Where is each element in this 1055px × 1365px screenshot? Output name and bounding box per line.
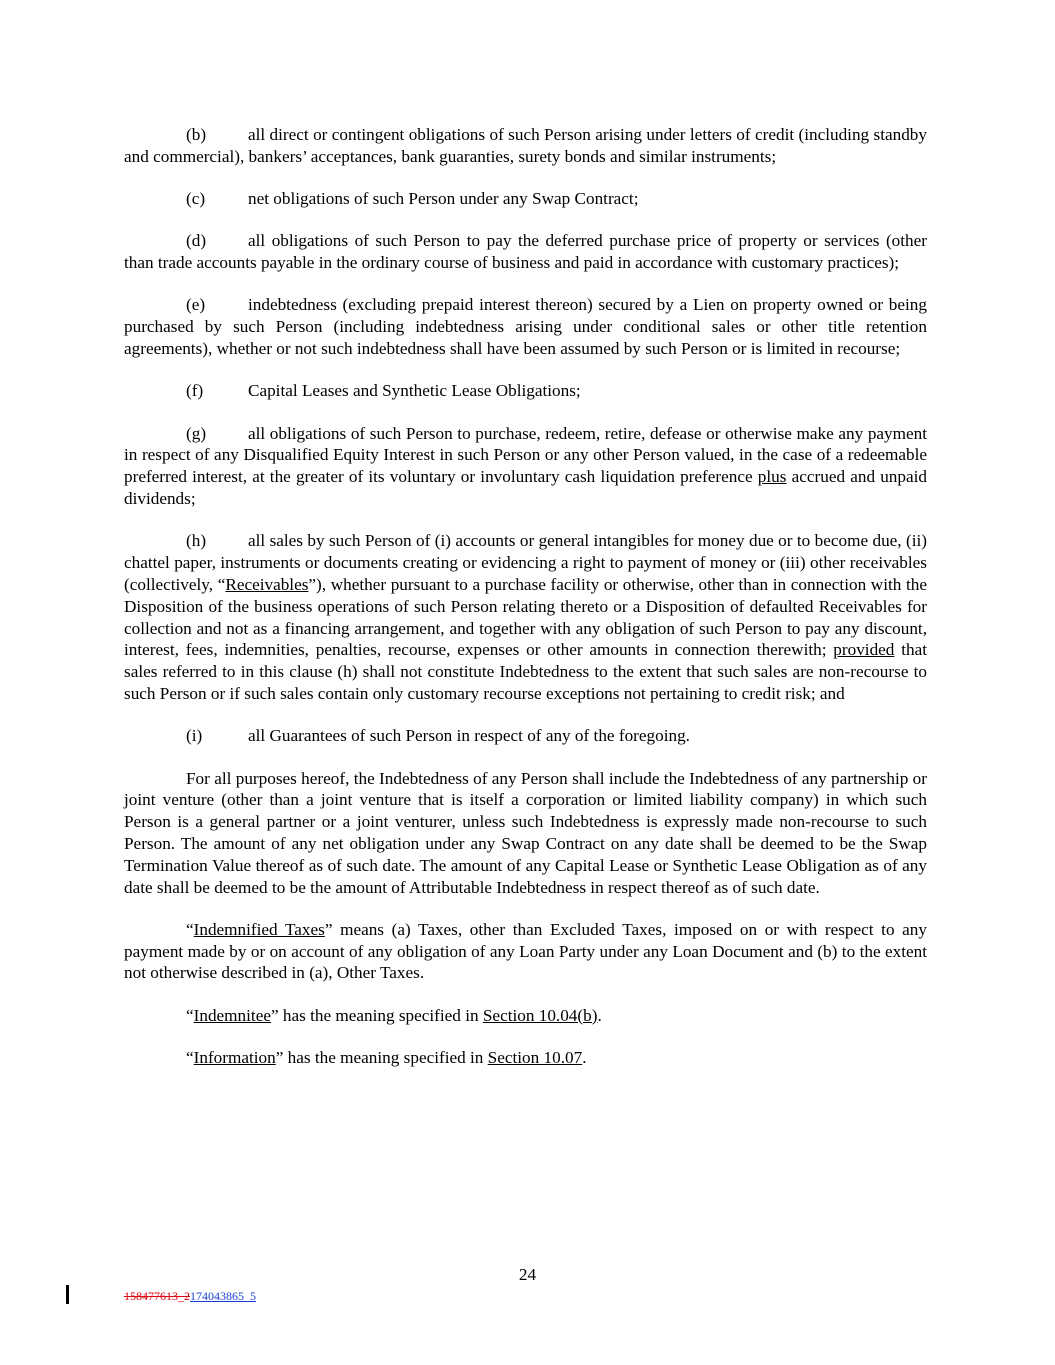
clause-text: all Guarantees of such Person in respect of any of the foregoing. xyxy=(248,726,690,746)
section-reference: Section 10.07 xyxy=(487,1048,583,1067)
definition-indemnified-taxes xyxy=(124,919,927,984)
clause-text: indebtedness (excluding prepaid interest thereon) secured by a Lien on property owned or being purchased by such Person (including indebtedness arising under conditional sales or other title retention agreements), whether or not such indebtedness shall have been assumed by such Person or is limited in recourse; xyxy=(124,295,927,359)
definition-end: . xyxy=(582,1048,587,1067)
section-reference: Section 10.04(b) xyxy=(482,1005,598,1025)
definition-end: . xyxy=(597,1005,602,1025)
clause-b xyxy=(124,124,927,168)
clause-g xyxy=(124,423,927,510)
clause-text: all obligations of such Person to pay the deferred purchase price of property or services (other than trade accounts payable in the ordinary course of business and paid in accordance with customary practices); xyxy=(124,231,927,273)
clause-text-end: that sales referred to in this clause (h) shall not constitute Indebtedness to the extent that such sales are non-recourse to such Person or if such sales contain only customary recourse exceptions not pertaining to credit risk; and xyxy=(124,640,927,703)
clause-label: (g) xyxy=(186,423,207,443)
definition-text: ” means (a) Taxes, other than Excluded Taxes, imposed on or with respect to any payment made by or on account of any obligation of any Loan Party under any Loan Document and (b) to the extent not otherwise described in (a), Other Taxes. xyxy=(124,919,927,983)
definition-text: ” has the meaning specified in xyxy=(275,1048,488,1067)
clause-label: (c) xyxy=(186,189,206,209)
clause-c xyxy=(124,188,927,210)
defined-term: Information xyxy=(193,1048,276,1067)
clause-text: all sales by such Person of (i) accounts or general intangibles for money due or to become due, (ii) chattel paper, instruments or documents creating or evidencing a right to payment of money or (iii) other receivables (collectively, “ xyxy=(124,531,927,594)
document-page xyxy=(124,124,927,1089)
clause-text-continued: ”), whether pursuant to a purchase facility or otherwise, other than in connection with the Disposition of the business operations of such Person relating thereto or a Disposition of defaulted Receivables for collection and not as a financing arrangement, and together with any obligation of such Person to pay any discount, interest, fees, indemnities, penalties, recourse, expenses or other amounts in connection therewith; xyxy=(124,574,927,660)
clause-text: all obligations of such Person to purchase, redeem, retire, defease or otherwise make any payment in respect of any Disqualified Equity Interest in such Person or any other Person valued, in the case of a redeemable preferred interest, at the greater of its voluntary or involuntary cash liquidation preference xyxy=(124,423,927,487)
definition-indemnitee xyxy=(124,1005,927,1027)
revision-change-bar xyxy=(66,1285,69,1304)
clause-label: (d) xyxy=(186,231,207,251)
document-id-inserted: 174043865_5 xyxy=(190,1289,256,1303)
clause-text: net obligations of such Person under any Swap Contract; xyxy=(248,189,639,209)
document-id-deleted: 158477613_2 xyxy=(124,1289,190,1303)
underlined-term-plus: plus xyxy=(757,467,787,487)
clause-f xyxy=(124,380,927,402)
open-quote: “ xyxy=(186,1005,194,1025)
document-id xyxy=(124,1289,256,1303)
clause-i xyxy=(124,725,927,747)
clause-text: all direct or contingent obligations of such Person arising under letters of credit (including standby and commercial), bankers’ acceptances, bank guaranties, surety bonds and similar instruments; xyxy=(124,125,927,166)
clause-label: (i) xyxy=(186,726,203,746)
open-quote: “ xyxy=(186,1048,194,1067)
defined-term: Indemnitee xyxy=(193,1005,271,1025)
clause-label: (f) xyxy=(186,381,204,401)
defined-term-receivables: Receivables xyxy=(225,574,309,594)
closing-paragraph: For all purposes hereof, the Indebtedness of any Person shall include the Indebtedness of any partnership or joint venture (other than a joint venture that is itself a corporation or limited liability company) in which such Person is a general partner or a joint venturer, unless such Indebtedness is expressly made non-recourse to such Person. The amount of any net obligation under any Swap Contract on any date shall be deemed to be the Swap Termination Value thereof as of such date. The amount of any Capital Lease or Synthetic Lease Obligation as of any date shall be deemed to be the amount of Attributable Indebtedness in respect thereof as of such date. xyxy=(124,768,927,897)
clause-label: (h) xyxy=(186,531,207,551)
clause-text-end: accrued and unpaid dividends; xyxy=(124,467,927,509)
clause-label: (b) xyxy=(186,125,207,144)
clause-label: (e) xyxy=(186,295,206,315)
clause-d xyxy=(124,230,927,274)
page-number: 24 xyxy=(518,1265,537,1284)
clause-text: Capital Leases and Synthetic Lease Obligations; xyxy=(248,381,581,401)
definition-text: ” has the meaning specified in xyxy=(270,1005,483,1025)
clause-e xyxy=(124,294,927,359)
defined-term: Indemnified Taxes xyxy=(193,919,325,939)
open-quote: “ xyxy=(186,919,194,939)
proviso-provided: provided xyxy=(833,640,895,660)
clause-h xyxy=(124,530,927,704)
definition-information xyxy=(124,1047,927,1069)
